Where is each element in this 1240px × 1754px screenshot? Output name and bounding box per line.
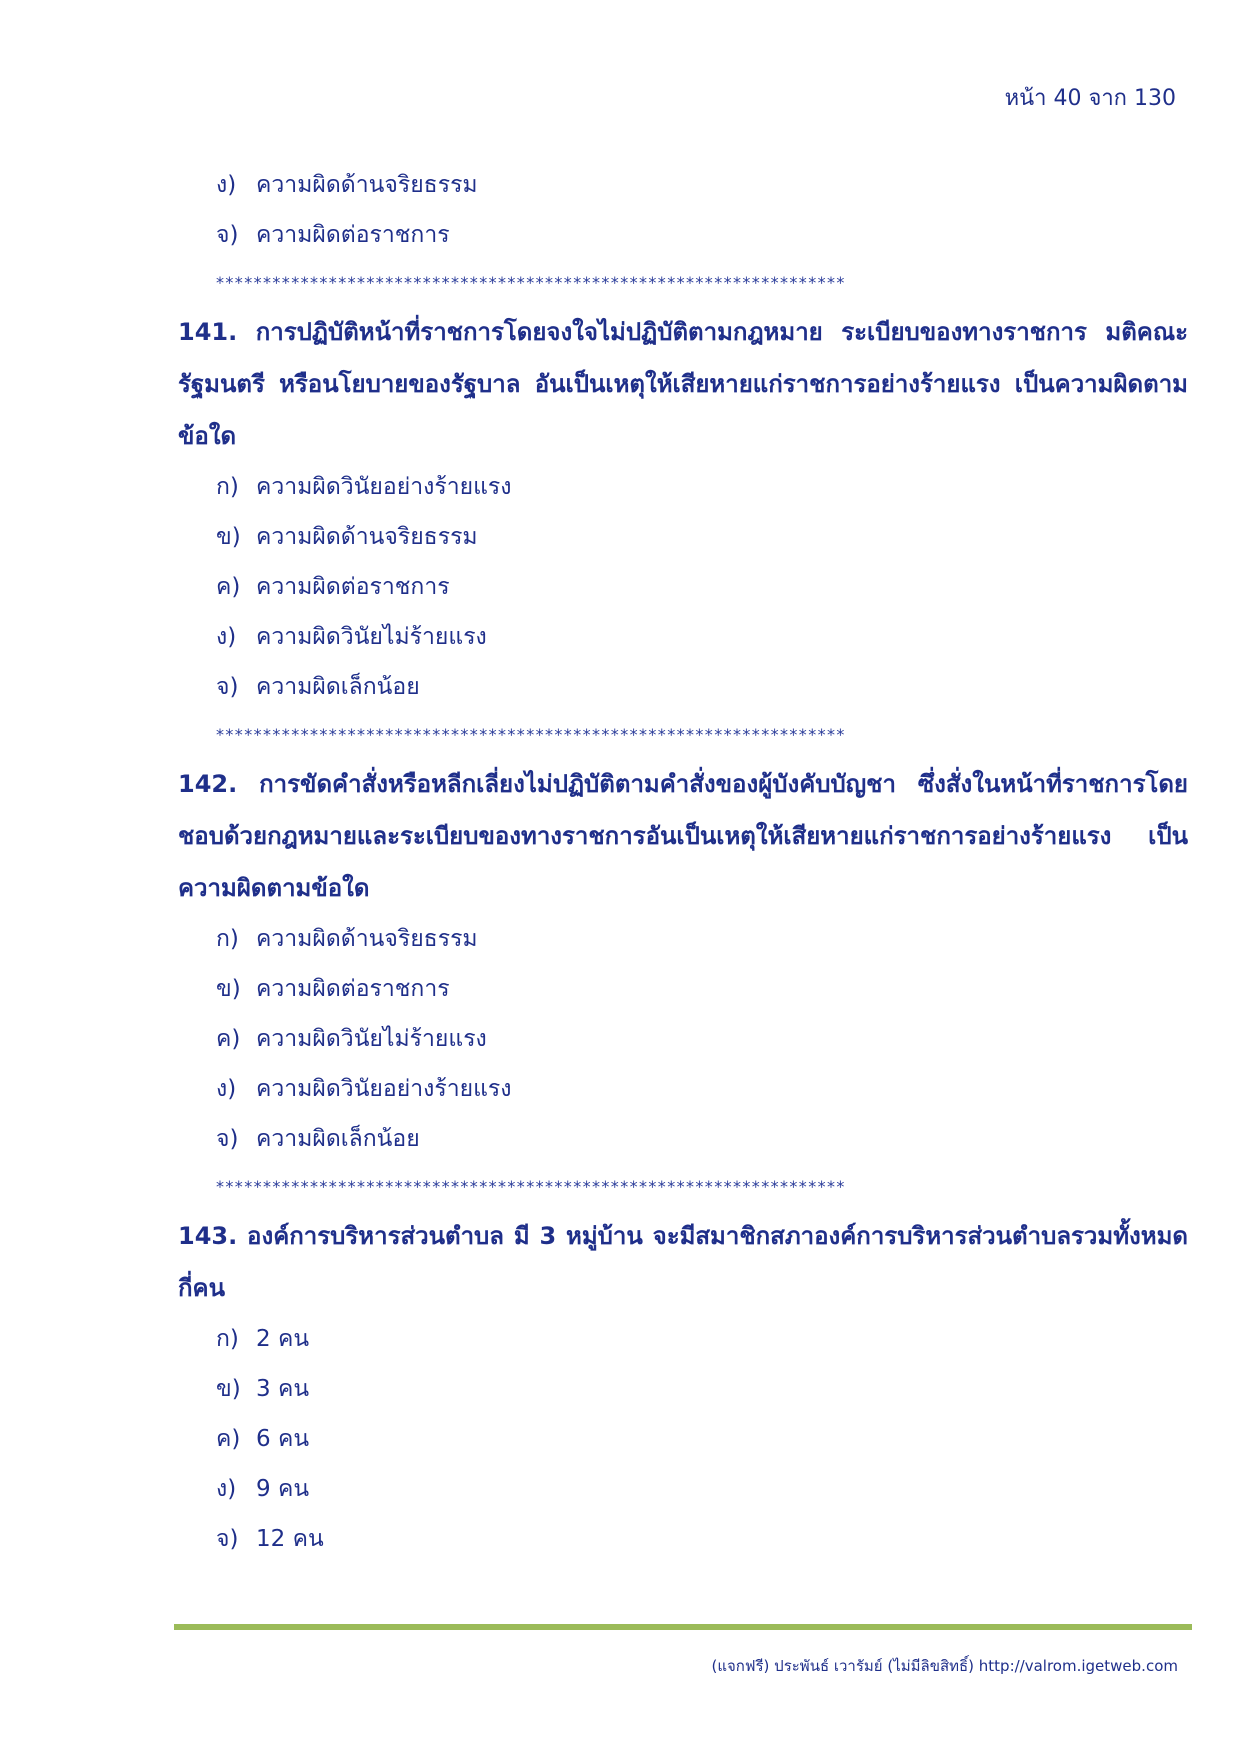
list-item — [178, 662, 1188, 712]
option-text: ความผิดวินัยไม่ร้ายแรง — [256, 1026, 487, 1052]
separator: ******************************************************************* — [216, 1177, 846, 1196]
list-item — [178, 1314, 1188, 1364]
option-label: ง) — [216, 624, 237, 650]
list-item — [178, 562, 1188, 612]
option-text: ความผิดวินัยอย่างร้ายแรง — [256, 1076, 512, 1102]
list-item — [178, 1514, 1188, 1564]
separator: ******************************************************************* — [216, 725, 846, 744]
option-text: 9 คน — [256, 1476, 310, 1502]
option-label: ง) — [216, 1476, 237, 1502]
option-label: ข) — [216, 976, 241, 1002]
question-143: 143. องค์การบริหารส่วนตำบล มี 3 หมู่บ้าน จะมีสมาชิกสภาองค์การบริหารส่วนตำบลรวมทั้งหมดกี่คน — [178, 1222, 1188, 1302]
option-label: ก) — [216, 1326, 239, 1352]
document-content — [178, 160, 1188, 1564]
list-item — [178, 462, 1188, 512]
list-item — [178, 1014, 1188, 1064]
option-text: ความผิดด้านจริยธรรม — [256, 524, 478, 550]
list-item — [178, 1364, 1188, 1414]
list-item — [178, 1464, 1188, 1514]
option-label: จ) — [216, 1126, 239, 1152]
list-item — [178, 914, 1188, 964]
option-text: ความผิดเล็กน้อย — [256, 1126, 420, 1152]
option-text: ความผิดต่อราชการ — [256, 574, 450, 600]
option-text: 6 คน — [256, 1426, 310, 1452]
option-text: ความผิดเล็กน้อย — [256, 674, 420, 700]
option-text: 2 คน — [256, 1326, 310, 1352]
option-text: ความผิดวินัยไม่ร้ายแรง — [256, 624, 487, 650]
option-label: ข) — [216, 1376, 241, 1402]
option-text: ความผิดด้านจริยธรรม — [256, 172, 478, 198]
option-label: ง) — [216, 172, 237, 198]
option-label: ค) — [216, 1026, 241, 1052]
footer-divider — [174, 1624, 1192, 1630]
option-text: ความผิดวินัยอย่างร้ายแรง — [256, 474, 512, 500]
option-text: ความผิดต่อราชการ — [256, 222, 450, 248]
option-label: ก) — [216, 926, 239, 952]
page-indicator: หน้า 40 จาก 130 — [1004, 86, 1176, 111]
question-141: 141. การปฏิบัติหน้าที่ราชการโดยจงใจไม่ปฏิบัติตามกฎหมาย ระเบียบของทางราชการ มติคณะรัฐมนตรี หรือนโยบายของรัฐบาล อันเป็นเหตุให้เสียหายแก่ราชการอย่างร้ายแรง เป็นความผิดตามข้อใด — [178, 318, 1188, 450]
list-item — [178, 1414, 1188, 1464]
option-label: ข) — [216, 524, 241, 550]
option-label: จ) — [216, 674, 239, 700]
option-label: ค) — [216, 1426, 241, 1452]
list-item — [178, 160, 1188, 210]
option-text: 3 คน — [256, 1376, 310, 1402]
option-text: ความผิดต่อราชการ — [256, 976, 450, 1002]
question-142: 142. การขัดคำสั่งหรือหลีกเลี่ยงไม่ปฏิบัติตามคำสั่งของผู้บังคับบัญชา ซึ่งสั่งในหน้าที่ราชการโดยชอบด้วยกฎหมายและระเบียบของทางราชการอันเป็นเหตุให้เสียหายแก่ราชการอย่างร้ายแรง เป็นความผิดตามข้อใด — [178, 770, 1188, 902]
option-label: ก) — [216, 474, 239, 500]
list-item — [178, 210, 1188, 260]
list-item — [178, 612, 1188, 662]
option-text: 12 คน — [256, 1526, 324, 1552]
option-text: ความผิดด้านจริยธรรม — [256, 926, 478, 952]
list-item — [178, 964, 1188, 1014]
separator: ******************************************************************* — [216, 273, 846, 292]
footer-credit: (แจกฟรี) ประพันธ์ เวารัมย์ (ไม่มีลิขสิทธิ์) http://valrom.igetweb.com — [711, 1657, 1178, 1675]
option-label: จ) — [216, 222, 239, 248]
list-item — [178, 1114, 1188, 1164]
list-item — [178, 1064, 1188, 1114]
option-label: ค) — [216, 574, 241, 600]
option-label: ง) — [216, 1076, 237, 1102]
list-item — [178, 512, 1188, 562]
option-label: จ) — [216, 1526, 239, 1552]
